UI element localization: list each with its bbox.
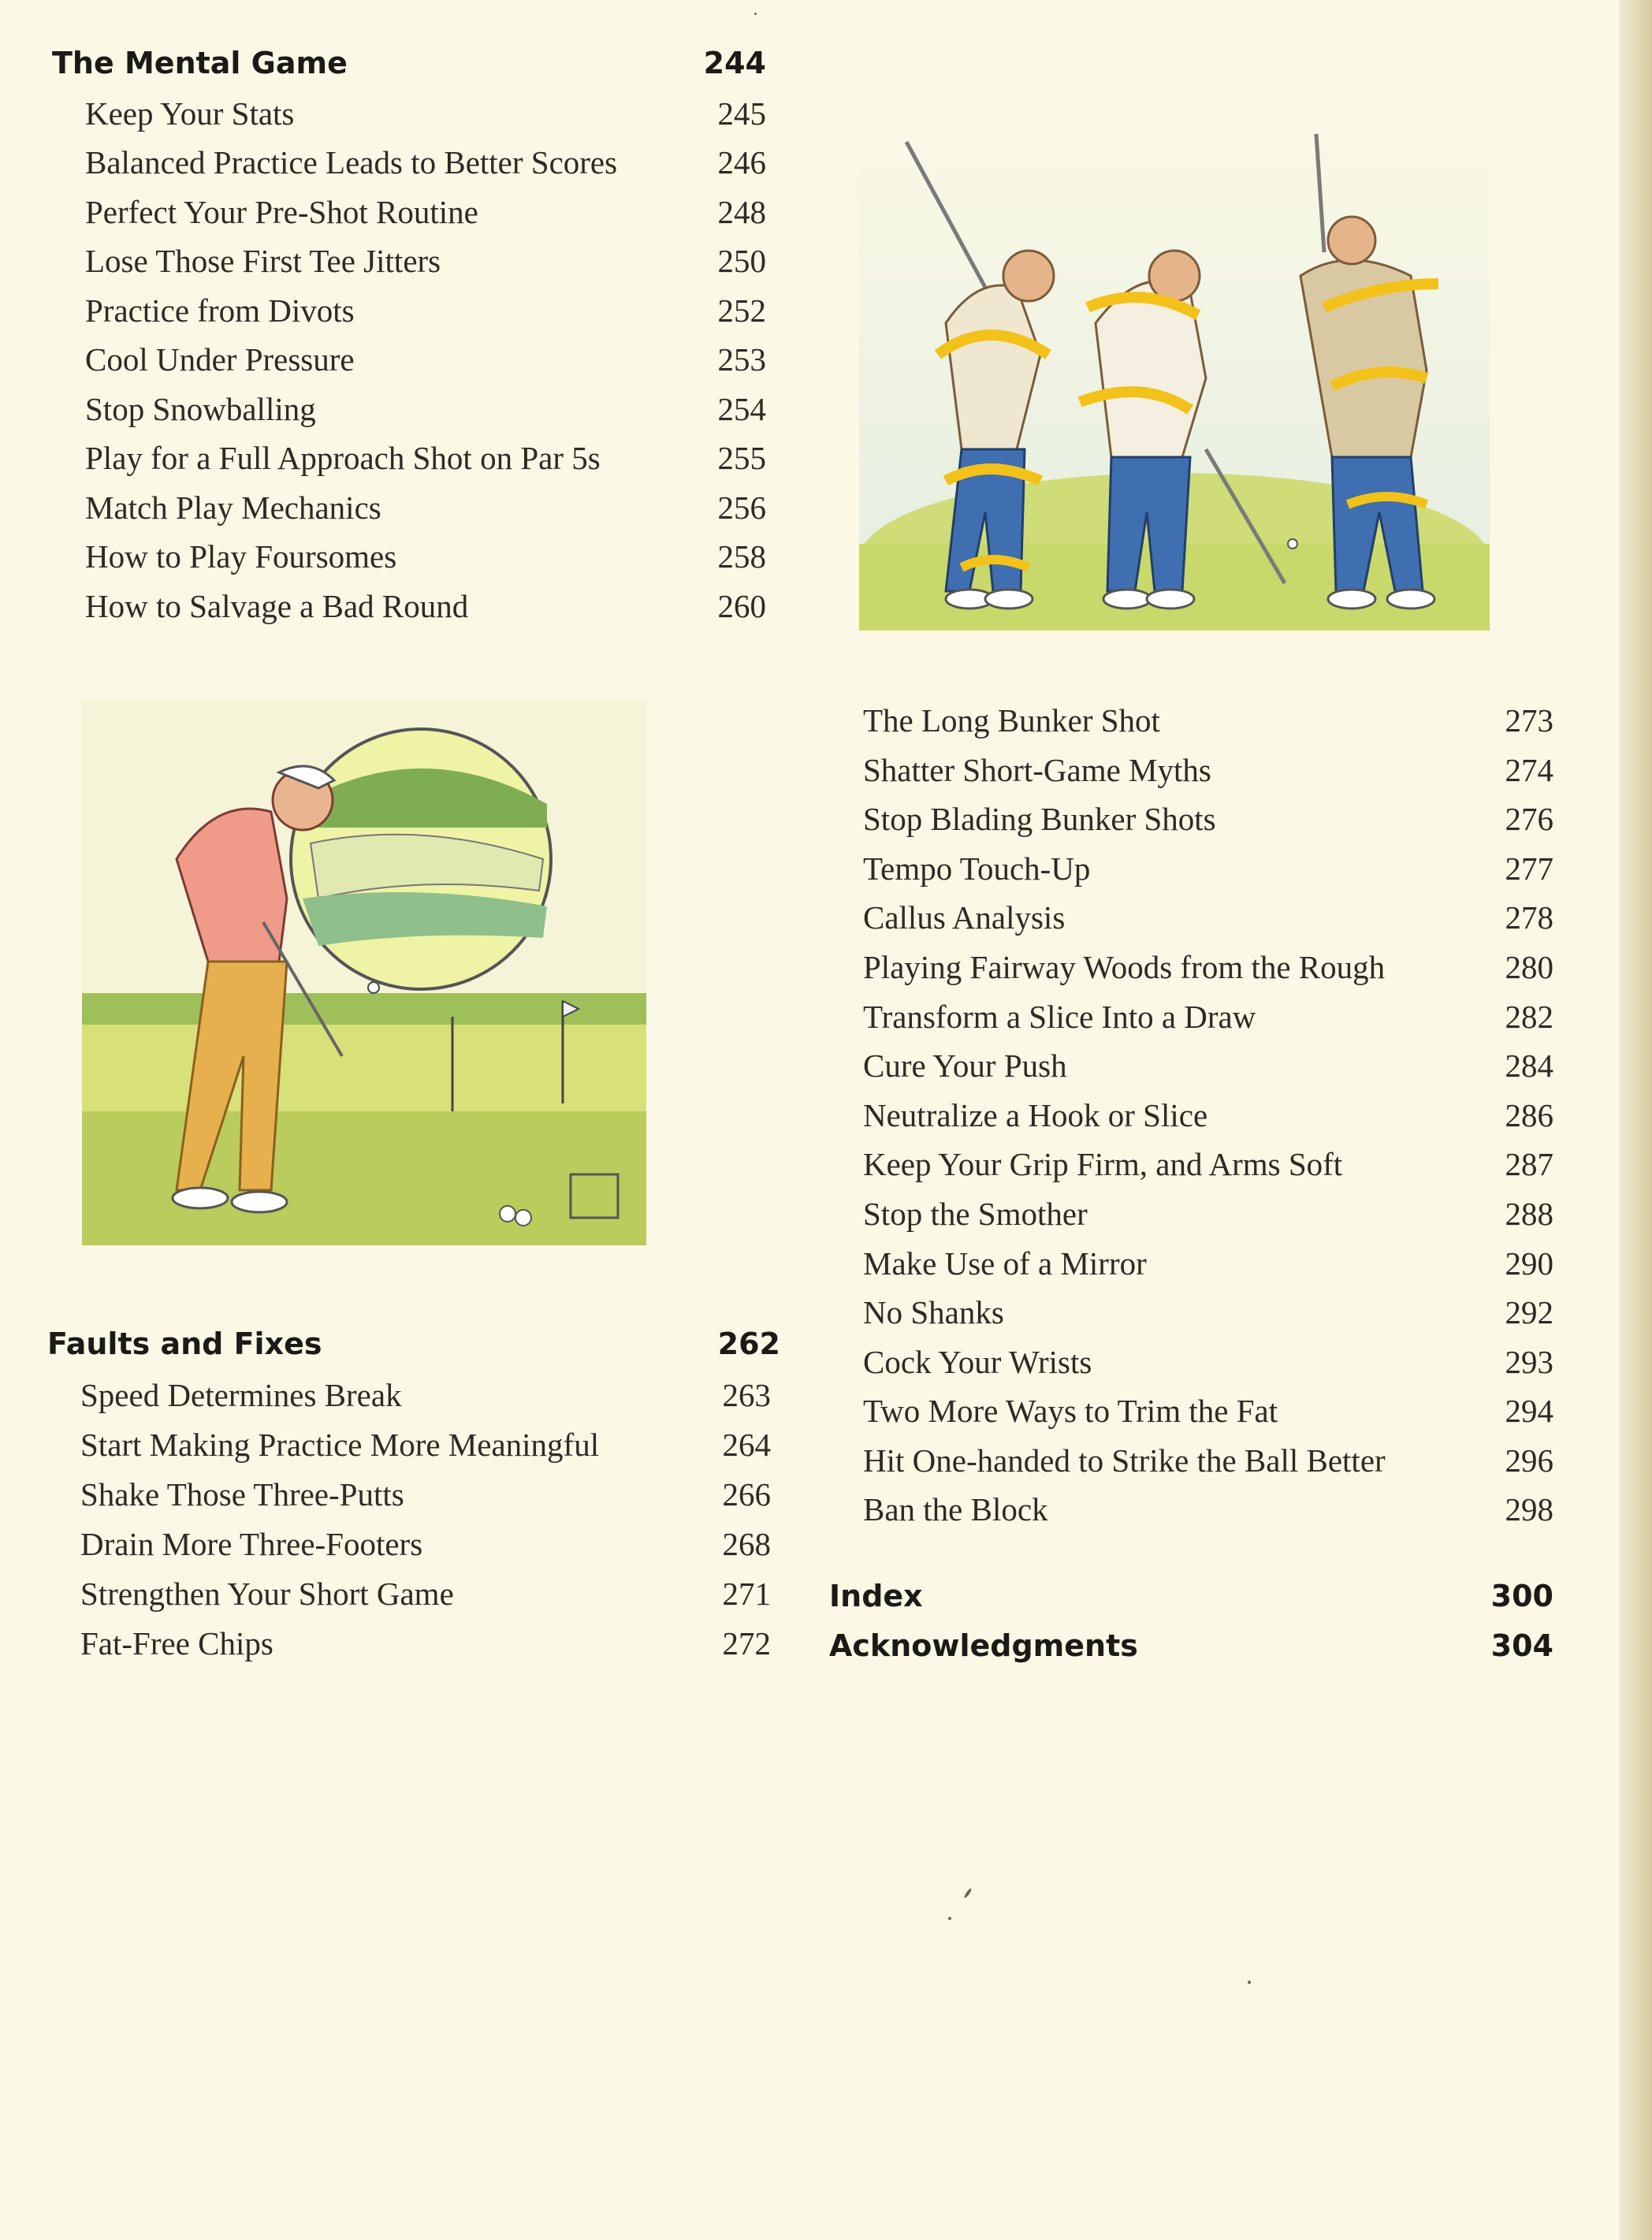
toc-section-mental-game xyxy=(52,46,766,637)
section-heading-row[interactable] xyxy=(47,1327,780,1375)
end-matter-title: Index xyxy=(829,1579,923,1613)
toc-entry[interactable] xyxy=(863,1047,1553,1096)
section-page-number: 244 xyxy=(703,46,766,80)
toc-entry-page: 292 xyxy=(1505,1294,1553,1330)
toc-entry-page: 282 xyxy=(1505,999,1553,1035)
toc-right-column xyxy=(863,701,1553,1553)
toc-entry[interactable] xyxy=(85,538,766,586)
toc-entry-title: Shatter Short-Game Myths xyxy=(863,752,1211,788)
toc-entry-title: Lose Those First Tee Jitters xyxy=(85,243,441,279)
toc-entry-page: 284 xyxy=(1505,1047,1553,1084)
toc-entry-title: Cool Under Pressure xyxy=(85,341,355,378)
toc-entry-page: 252 xyxy=(717,292,766,329)
end-matter-title: Acknowledgments xyxy=(829,1628,1138,1663)
toc-entry-page: 253 xyxy=(717,341,766,378)
toc-entry-page: 298 xyxy=(1505,1491,1553,1527)
toc-entry[interactable] xyxy=(80,1525,771,1574)
toc-entry-page: 268 xyxy=(722,1526,771,1562)
section-heading-row[interactable] xyxy=(52,46,766,95)
toc-section-faults-and-fixes xyxy=(47,1327,780,1673)
toc-entry[interactable] xyxy=(863,1195,1553,1244)
toc-entry-title: The Long Bunker Shot xyxy=(863,702,1160,739)
end-matter-page: 304 xyxy=(1490,1628,1553,1663)
scan-speck xyxy=(754,13,757,15)
toc-entry-page: 290 xyxy=(1505,1245,1553,1282)
toc-entry-page: 293 xyxy=(1505,1344,1553,1380)
toc-entry-page: 286 xyxy=(1505,1097,1553,1133)
toc-entry-page: 276 xyxy=(1505,801,1553,837)
toc-entry-title: Make Use of a Mirror xyxy=(863,1245,1147,1282)
toc-entry[interactable] xyxy=(85,587,766,636)
toc-entry-page: 263 xyxy=(722,1377,771,1413)
toc-entry-page: 256 xyxy=(717,489,766,526)
toc-entry-title: Perfect Your Pre-Shot Routine xyxy=(85,194,478,230)
section-heading: The Mental Game xyxy=(52,46,348,80)
toc-entry-page: 271 xyxy=(722,1576,771,1612)
toc-entry-page: 272 xyxy=(722,1625,771,1661)
toc-entry[interactable] xyxy=(85,439,766,488)
toc-entry-page: 287 xyxy=(1505,1146,1553,1182)
golfer-course-illustration xyxy=(82,701,646,1245)
toc-entry[interactable] xyxy=(863,800,1553,849)
toc-entry[interactable] xyxy=(863,1343,1553,1392)
toc-end-matter xyxy=(829,1579,1553,1681)
toc-entry[interactable] xyxy=(863,1490,1553,1539)
toc-entry-title: Match Play Mechanics xyxy=(85,489,381,526)
toc-entry[interactable] xyxy=(863,899,1553,947)
toc-entry-page: 264 xyxy=(722,1427,771,1463)
toc-entry-title: No Shanks xyxy=(863,1294,1004,1330)
toc-entry-title: Keep Your Grip Firm, and Arms Soft xyxy=(863,1146,1343,1182)
toc-entry-title: Balanced Practice Leads to Better Scores xyxy=(85,144,618,180)
toc-entry-page: 258 xyxy=(717,538,766,575)
scan-speck xyxy=(1248,1981,1251,1984)
toc-entry-page: 296 xyxy=(1505,1442,1553,1479)
toc-entry-title: Neutralize a Hook or Slice xyxy=(863,1097,1208,1133)
section-heading: Faults and Fixes xyxy=(47,1327,322,1361)
toc-entry-title: Stop Snowballing xyxy=(85,391,316,427)
toc-entry[interactable] xyxy=(863,948,1553,997)
end-matter-page: 300 xyxy=(1490,1579,1553,1613)
toc-entry-title: Cure Your Push xyxy=(863,1047,1067,1084)
toc-entry[interactable] xyxy=(85,489,766,538)
scan-speck xyxy=(948,1917,951,1920)
toc-entry-title: Drain More Three-Footers xyxy=(80,1526,423,1562)
toc-entry-title: Stop Blading Bunker Shots xyxy=(863,801,1216,837)
toc-entry[interactable] xyxy=(85,193,766,242)
toc-entry[interactable] xyxy=(863,1145,1553,1194)
toc-entry-page: 245 xyxy=(717,95,766,132)
toc-entry-title: Practice from Divots xyxy=(85,292,355,329)
toc-entry[interactable] xyxy=(80,1426,771,1475)
toc-entry-title: Strengthen Your Short Game xyxy=(80,1576,454,1612)
scan-speck xyxy=(963,1888,972,1899)
toc-entry-title: How to Salvage a Bad Round xyxy=(85,588,469,624)
toc-entry-title: Fat-Free Chips xyxy=(80,1625,273,1661)
toc-entry-title: Ban the Block xyxy=(863,1491,1048,1527)
toc-entry-page: 250 xyxy=(717,243,766,279)
toc-entry-title: Start Making Practice More Meaningful xyxy=(80,1427,600,1463)
toc-entry-page: 278 xyxy=(1505,899,1553,936)
toc-entry[interactable] xyxy=(80,1575,771,1624)
toc-entry-title: Speed Determines Break xyxy=(80,1377,402,1413)
section-page-number: 262 xyxy=(717,1327,780,1361)
toc-entry[interactable] xyxy=(863,1442,1553,1490)
toc-entry-page: 254 xyxy=(717,391,766,427)
toc-entry-page: 288 xyxy=(1505,1196,1553,1232)
toc-entry-page: 294 xyxy=(1505,1393,1553,1429)
swing-sequence-illustration xyxy=(859,118,1490,631)
toc-entry-page: 266 xyxy=(722,1476,771,1513)
toc-entry-page: 273 xyxy=(1505,702,1553,739)
toc-entry[interactable] xyxy=(80,1624,771,1673)
toc-entry[interactable] xyxy=(863,1096,1553,1145)
toc-entry[interactable] xyxy=(863,751,1553,800)
toc-entry[interactable] xyxy=(85,340,766,389)
toc-entry-title: Play for a Full Approach Shot on Par 5s xyxy=(85,440,601,476)
toc-entry[interactable] xyxy=(85,292,766,340)
page-edge xyxy=(1619,0,1652,2240)
toc-entry-title: Two More Ways to Trim the Fat xyxy=(863,1393,1278,1429)
toc-entry-page: 280 xyxy=(1505,949,1553,985)
toc-entry-page: 246 xyxy=(717,144,766,180)
toc-entry-page: 248 xyxy=(717,194,766,230)
toc-entry-title: Hit One-handed to Strike the Ball Better xyxy=(863,1442,1386,1479)
toc-entry-page: 260 xyxy=(717,588,766,624)
toc-entry[interactable] xyxy=(863,850,1553,899)
toc-entry-page: 277 xyxy=(1505,850,1553,887)
toc-entry[interactable] xyxy=(85,390,766,439)
toc-entry[interactable] xyxy=(85,95,766,143)
index-row[interactable] xyxy=(829,1579,1553,1628)
toc-entry[interactable] xyxy=(863,701,1553,750)
toc-entry[interactable] xyxy=(85,143,766,192)
toc-entry[interactable] xyxy=(80,1376,771,1425)
toc-entry-title: Callus Analysis xyxy=(863,899,1066,936)
toc-entry[interactable] xyxy=(863,1245,1553,1293)
toc-entry[interactable] xyxy=(863,998,1553,1047)
toc-entry-title: Playing Fairway Woods from the Rough xyxy=(863,949,1386,985)
toc-entry-title: Stop the Smother xyxy=(863,1196,1088,1232)
acknowledgments-row[interactable] xyxy=(829,1628,1553,1677)
toc-entry[interactable] xyxy=(863,1293,1553,1342)
toc-entry-title: How to Play Foursomes xyxy=(85,538,397,575)
toc-entry-page: 274 xyxy=(1505,752,1553,788)
toc-entry-page: 255 xyxy=(717,440,766,476)
toc-entry-title: Shake Those Three-Putts xyxy=(80,1476,404,1513)
toc-entry[interactable] xyxy=(80,1475,771,1524)
toc-entry[interactable] xyxy=(863,1392,1553,1441)
toc-entry[interactable] xyxy=(85,242,766,291)
toc-entry-title: Tempo Touch-Up xyxy=(863,850,1091,887)
toc-entry-title: Keep Your Stats xyxy=(85,95,295,132)
toc-entry-title: Cock Your Wrists xyxy=(863,1344,1092,1380)
toc-entry-title: Transform a Slice Into a Draw xyxy=(863,999,1256,1035)
